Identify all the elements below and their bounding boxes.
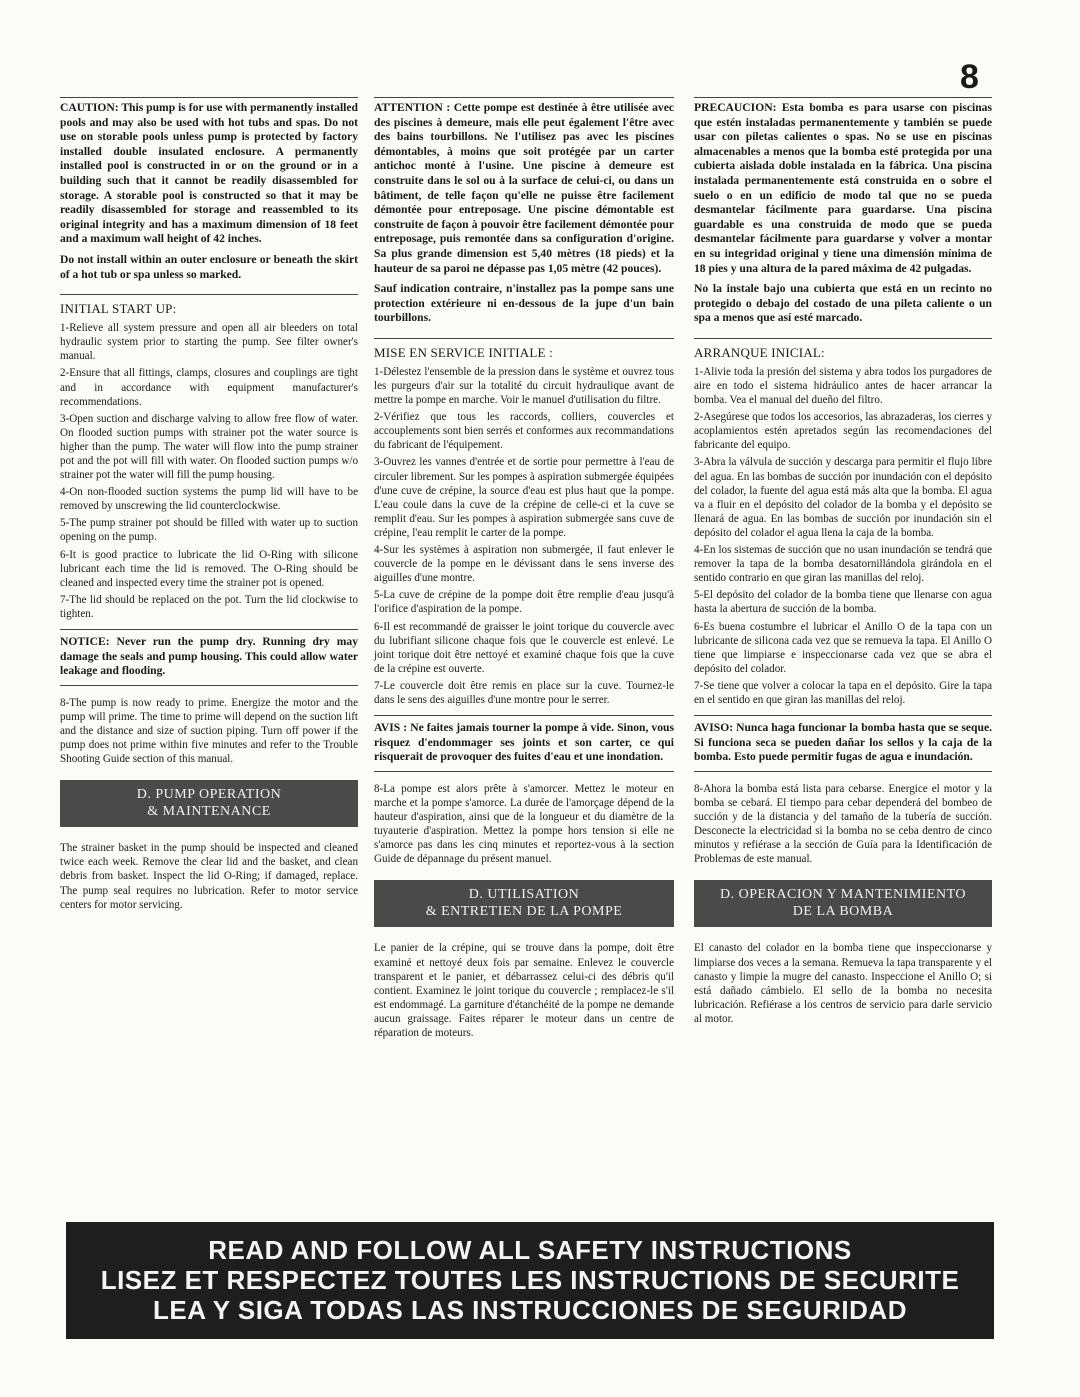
start-up-step: 3-Ouvrez les vannes d'entrée et de sortie pour permettre à l'eau de circuler librement. Sur les pompes à aspiration submergée équipées d'une cuve de crépine, la source d'eau est plus haut que la pompe. L'eau coule dans la cuve de la crépine de celle-ci et la cuve se remplit d'eau. Sur les pompes à aspiration submergée sans cuve de crépine, l'eau remplit le carter de la pompe.: [374, 456, 674, 539]
start-up-step: 7-Le couvercle doit être remis en place sur la cuve. Tournez-le dans le sens des aiguilles d'une montre pour le serrer.: [374, 679, 674, 706]
start-up-step: 4-En los sistemas de succión que no usan inundación se tendrá que remover la tapa de la bomba desatornillándola girándola en el sentido contrario en que giran las manillas del reloj.: [694, 544, 992, 585]
divider: [60, 97, 358, 98]
section-title-line: DE LA BOMBA: [792, 904, 894, 920]
start-up-step: 5-El depósito del colador de la bomba tiene que llenarse con agua hasta la abertura de succión de la bomba.: [694, 589, 992, 616]
start-up-step: 7-The lid should be replaced on the pot. Turn the lid clockwise to tighten.: [60, 593, 358, 620]
section-title-line: D. UTILISATION: [468, 887, 580, 903]
start-up-step: 6-Il est recommandé de graisser le joint torique du couvercle avec du lubrifiant silicone chaque fois que le couvercle est enlevé. Le joint torique doit être nettoyé et examiné chaque fois que la cuve de la crépine est ouverte.: [374, 620, 674, 675]
page-number: 8: [960, 58, 979, 96]
start-up-step: 3-Open suction and discharge valving to allow free flow of water. On flooded suction pumps with strainer pot the water source is higher than the pump. The water will flow into the pump strainer pot and the pot will fill with water. On flooded suction pumps w/o strainer pot the water will fill the pump housing.: [60, 412, 358, 482]
initial-start-up-heading: ARRANQUE INICIAL:: [694, 338, 992, 361]
safety-line-english: READ AND FOLLOW ALL SAFETY INSTRUCTIONS: [208, 1235, 852, 1265]
notice-text: NOTICE: Never run the pump dry. Running dry may damage the seals and pump housing. This could allow water leakage and flooding.: [60, 635, 358, 678]
start-up-step: 2-Asegúrese que todos los accesorios, las abrazaderas, los cierres y acoplamientos estén apretados según las recomendaciones del fabricante del equipo.: [694, 411, 992, 452]
section-banner: [374, 880, 674, 927]
french-column: [374, 97, 674, 1040]
caution-text: CAUTION: This pump is for use with permanently installed pools and may also be used with hot tubs and spas. Do not use on storable pools unless pump is protected by factory installed double insulated enclosure. A permanently installed pool is constructed in or on the ground or in a building such that it cannot be readily disassembled for storage. A storable pool is constructed so that it may be readily disassembled for storage and reassembled to its original integrity and has a maximum dimension of 18 feet and a maximum wall height of 42 inches.: [60, 101, 358, 246]
start-up-step: 7-Se tiene que volver a colocar la tapa en el depósito. Gire la tapa en el sentido en que giran las manillas del reloj.: [694, 679, 992, 706]
notice-box: [374, 715, 674, 772]
section-title-line: & MAINTENANCE: [147, 804, 271, 820]
notice-box: [60, 629, 358, 686]
safety-line-french: LISEZ ET RESPECTEZ TOUTES LES INSTRUCTIONS DE SECURITE: [100, 1265, 960, 1295]
prime-step: 8-The pump is now ready to prime. Energize the motor and the pump will prime. The time to prime will depend on the suction lift and the distance and size of suction piping. Turn off power if the pump does not prime within five minutes and refer to the Trouble Shooting Guide section of this manual.: [60, 696, 358, 766]
maintenance-text: El canasto del colador en la bomba tiene que inspeccionarse y limpiarse dos veces a la semana. Remueva la tapa transparente y el canasto y limpie la mugre del canasto. Inspeccione el Anillo O; si está dañado cámbielo. El sello de la bomba no necesita lubricación. Refiérase a los centros de servicio para darle servicio al motor.: [694, 942, 992, 1025]
maintenance-text: Le panier de la crépine, qui se trouve dans la pompe, doit être examiné et nettoyé deux fois par semaine. Enlevez le couvercle transparent et le panier, et débarrassez celui-ci des débris qu'il contient. Examinez le joint torique du couvercle ; remplacez-le s'il est endommagé. La garniture d'étanchéité de la pompe ne demande aucun graissage. Faites réparer le moteur dans un centre de réparation de moteurs.: [374, 942, 674, 1039]
start-up-step: 2-Ensure that all fittings, clamps, closures and couplings are tight and in accordance with equipment manufacturer's recommendations.: [60, 367, 358, 408]
start-up-step: 1-Relieve all system pressure and open all air bleeders on total hydraulic system prior to starting the pump. See filter owner's manual.: [60, 322, 358, 363]
notice-box: [694, 715, 992, 772]
start-up-step: 3-Abra la válvula de succión y descarga para permitir el flujo libre del agua. En las bombas de succión por inundación con el depósito del colador, la fuente del agua está más alta que la bomba. El agua va a fluir en el depósito del colador de la bomba y el depósito se llenará de agua. En las bombas de succión por inundación sin el depósito del colador el agua llena la caja de la bomba.: [694, 456, 992, 539]
prime-step: 8-Ahora la bomba está lista para cebarse. Energice el motor y la bomba se cebará. El tiempo para cebar dependerá del bombeo de succión y de la distancia y del tamaño de la tubería de succión. Desconecte la electricidad si la bomba no se ceba dentro de cinco minutos y refiérase a la sección de Guía para la Identificación de Problemas de este manual.: [694, 782, 992, 866]
start-up-step: 6-Es buena costumbre el lubricar el Anillo O de la tapa con un lubricante de silicona cada vez que se remueva la tapa. El Anillo O tiene que limpiarse e inspeccionarse cada vez que se abra el depósito del colador.: [694, 620, 992, 675]
safety-line-spanish: LEA Y SIGA TODAS LAS INSTRUCCIONES DE SEGURIDAD: [152, 1295, 907, 1325]
english-column: [60, 97, 358, 912]
caution-text: ATTENTION : Cette pompe est destinée à être utilisée avec des piscines à demeure, mais elle peut également l'être avec des bains tourbillons. Ne l'utilisez pas avec les piscines démontables, à moins que soit protégée par un carter antichoc monté à l'usine. Une piscine à demeure est construite dans le sol ou à la surface de celui-ci, ou dans un bâtiment, de telle façon qu'elle ne puisse être facilement démontée pour entreposage. Une piscine démontable est construite de façon à pouvoir être facilement démontée pour entreposage, puis remontée dans sa configuration d'origine. Sa plus grande dimension est 5,40 mètres (18 pieds) et la hauteur de sa paroi ne dépasse pas 1,05 mètre (42 pouces).: [374, 101, 674, 275]
initial-start-up-heading: INITIAL START UP:: [60, 294, 358, 317]
start-up-step: 1-Délestez l'ensemble de la pression dans le système et ouvrez tous les purgeurs d'air sur la totalité du circuit hydraulique avant de mettre la pompe en marche. Voir le manuel d'utilisation du filtre.: [374, 365, 674, 407]
caution-install-text: Sauf indication contraire, n'installez pas la pompe sans une protection extérieure ni en-dessous de la jupe d'un bain tourbillons.: [374, 282, 674, 325]
section-title-line: & ENTRETIEN DE LA POMPE: [425, 904, 623, 920]
initial-start-up-heading: MISE EN SERVICE INITIALE :: [374, 338, 674, 361]
section-title-line: D. OPERACION Y MANTENIMIENTO: [719, 887, 967, 903]
start-up-step: 1-Alivie toda la presión del sistema y abra todos los purgadores de aire en todo el sistema hidráulico antes de hacer arrancar la bomba. Vea el manual del dueño del filtro.: [694, 365, 992, 407]
start-up-step: 4-Sur les systèmes à aspiration non submergée, il faut enlever le couvercle de la pompe en le dévissant dans le sens inverse des aiguilles d'une montre.: [374, 544, 674, 585]
start-up-step: 6-It is good practice to lubricate the lid O-Ring with silicone lubricant each time the lid is removed. The O-Ring should be cleaned and inspected every time the strainer pot is opened.: [60, 548, 358, 589]
start-up-step: 5-La cuve de crépine de la pompe doit être remplie d'eau jusqu'à l'orifice d'aspiration de la pompe.: [374, 589, 674, 616]
start-up-step: 5-The pump strainer pot should be filled with water up to suction opening on the pump.: [60, 517, 358, 544]
spanish-column: [694, 97, 992, 1026]
maintenance-text: The strainer basket in the pump should be inspected and cleaned twice each week. Remove the clear lid and the basket, and clean debris from basket. Inspect the lid O-Ring; if damaged, replace. The pump seal requires no lubrication. Refer to motor service centers for motor servicing.: [60, 842, 358, 911]
start-up-step: 4-On non-flooded suction systems the pump lid will have to be removed by unscrewing the lid counterclockwise.: [60, 486, 358, 513]
start-up-step: 2-Vérifiez que tous les raccords, colliers, couvercles et accouplements sont bien serrés et conformes aux recommandations du fabricant de l'équipement.: [374, 411, 674, 452]
caution-install-text: Do not install within an outer enclosure or beneath the skirt of a hot tub or spa unless so marked.: [60, 252, 358, 281]
caution-install-text: No la instale bajo una cubierta que está en un recinto no protegido o debajo del costado de una pileta caliente o un spa a menos que así esté marcado.: [694, 282, 992, 325]
section-banner: [60, 780, 358, 827]
divider: [694, 97, 992, 98]
section-banner: [694, 880, 992, 927]
notice-text: AVISO: Nunca haga funcionar la bomba hasta que se seque. Si funciona seca se pueden dañar los sellos y la caja de la bomba. Esto puede permitir fugas de agua e inundación.: [694, 721, 992, 764]
safety-footer-banner: [66, 1222, 994, 1339]
divider: [374, 97, 674, 98]
caution-text: PRECAUCION: Esta bomba es para usarse con piscinas que estén instaladas permanentemente y también se puede usar con piletas calientes o spas. No se use en piscinas almacenables a menos que la bomba esté protegida por una cubierta aislada doble instalada en la fábrica. Una piscina instalada permanentemente está construida en o sobre el suelo o en un edificio de modo tal que no se pueda desmantelar fácilmente para guardarse. Una piscina guardable es una construida de modo que se pueda desmantelar fácilmente para guardarse y volver a montar en su integridad original y tiene una dimensión mínima de 18 pies y una altura de la pared máxima de 42 pulgadas.: [694, 101, 992, 275]
prime-step: 8-La pompe est alors prête à s'amorcer. Mettez le moteur en marche et la pompe s'amorce. La durée de l'amorçage dépend de la hauteur d'aspiration, ainsi que de la longueur et du diamètre de la tuyauterie d'aspiration. Mettez la pompe hors tension si elle ne s'amorce pas dans les cinq minutes et reportez-vous à la section Guide de dépannage du présent manuel.: [374, 782, 674, 866]
notice-text: AVIS : Ne faites jamais tourner la pompe à vide. Sinon, vous risquez d'endommager ses joints et son carter, ce qui risquerait de provoquer des fuites d'eau et une inondation.: [374, 721, 674, 764]
section-title-line: D. PUMP OPERATION: [136, 787, 282, 803]
